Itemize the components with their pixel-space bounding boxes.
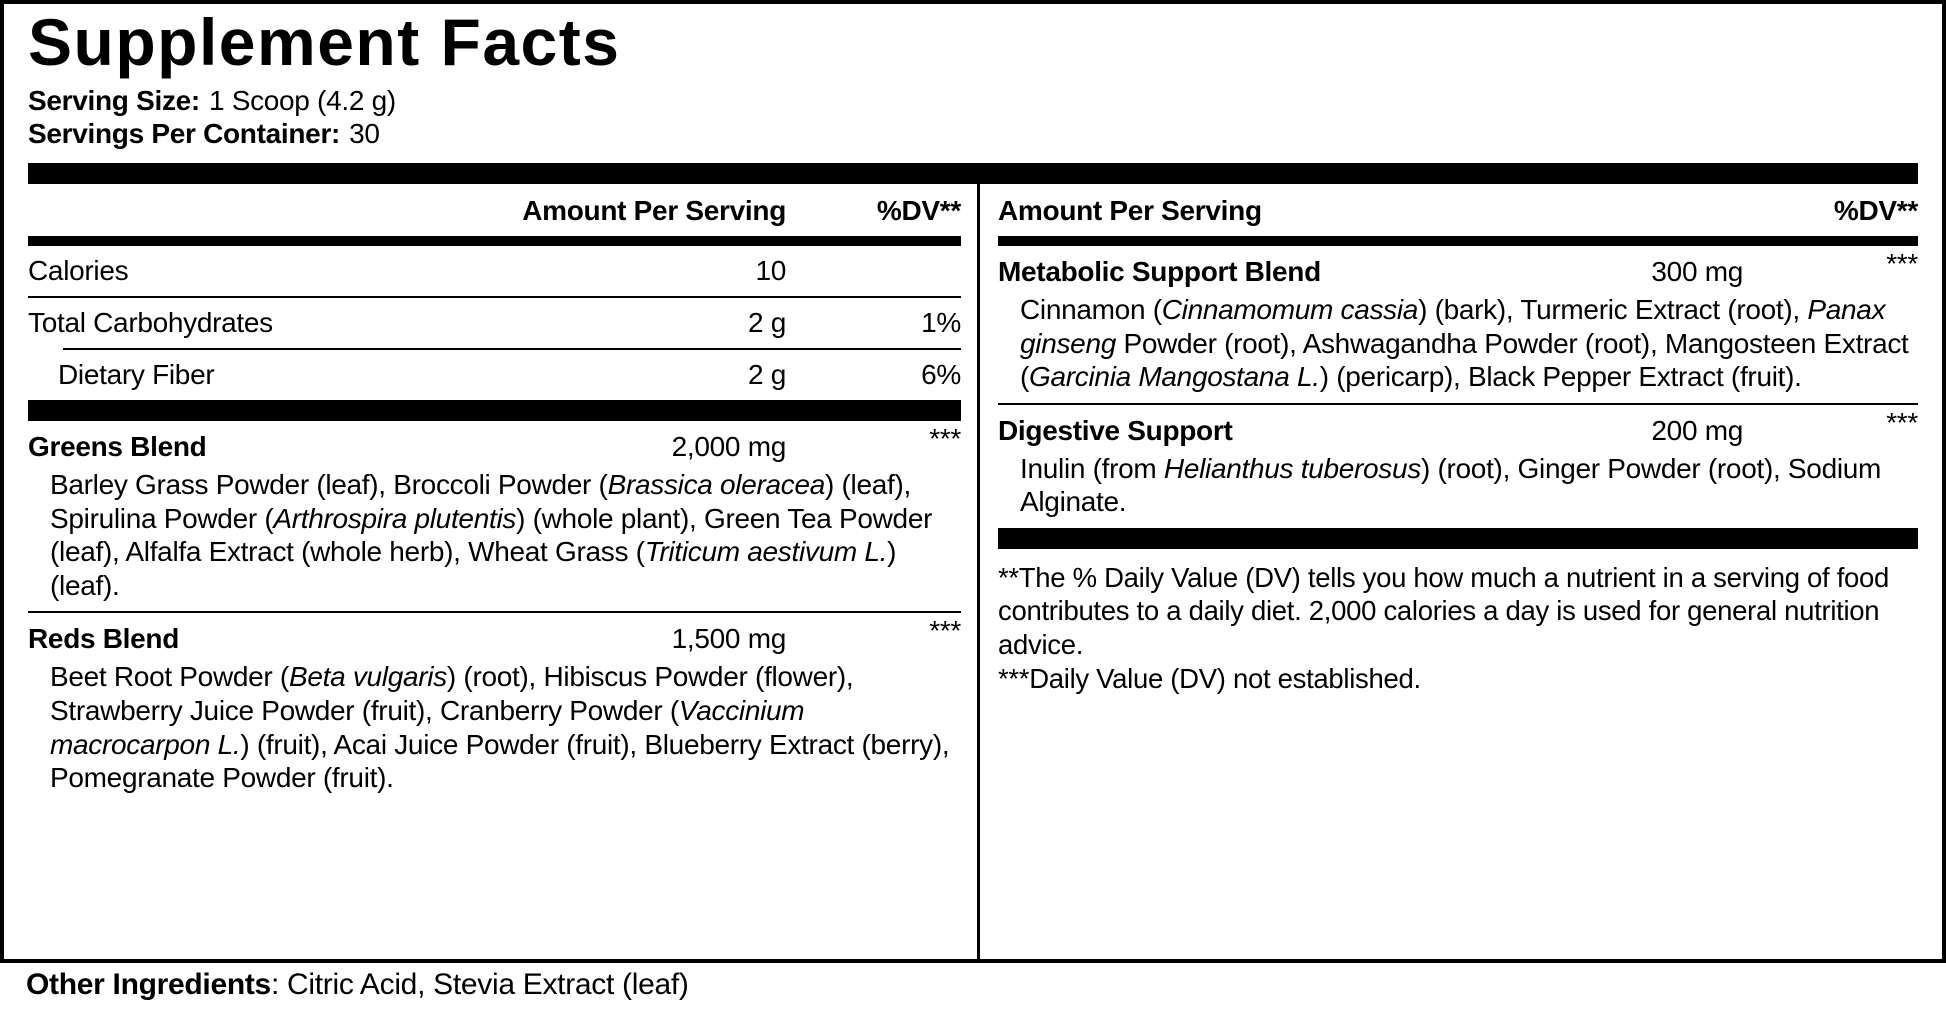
nutrient-row-dietary-fiber — [28, 350, 961, 400]
right-column-header — [998, 184, 1918, 236]
footnote-divider-bar — [998, 528, 1918, 549]
blend-name: Reds Blend — [28, 623, 180, 655]
blend-ingredients-greens: Barley Grass Powder (leaf), Broccoli Powder (Brassica oleracea) (leaf), Spirulina Powder (Arthrospira plutentis) (whole plant), Green Tea Powder (leaf), Alfalfa Extract (whole herb), Wheat Grass (Triticum aestivum L.) (leaf). — [50, 468, 933, 601]
nutrient-amount: 2 g — [747, 306, 786, 338]
blend-dv: *** — [1886, 247, 1918, 279]
nutrient-name: Calories — [28, 254, 129, 286]
blend-dv: *** — [929, 615, 961, 647]
blend-name: Greens Blend — [28, 430, 207, 462]
serving-info — [28, 84, 1918, 150]
nutrient-name: Dietary Fiber — [58, 358, 215, 390]
serving-size-line — [28, 84, 1918, 117]
nutrient-amount: 2 g — [747, 358, 786, 390]
blend-row-greens — [28, 421, 961, 466]
facts-columns — [28, 184, 1918, 959]
other-ingredients-value: : Citric Acid, Stevia Extract (leaf) — [270, 968, 689, 1001]
blend-dv: *** — [1886, 406, 1918, 438]
servings-per-container-value: 30 — [349, 117, 380, 149]
blend-ingredients-digestive-support: Inulin (from Helianthus tuberosus) (root), Ginger Powder (root), Sodium Alginate. — [1020, 452, 1882, 518]
blend-dv: *** — [929, 422, 961, 454]
footnotes — [998, 561, 1918, 695]
blend-row-metabolic-support — [998, 246, 1918, 291]
blend-row-reds — [28, 613, 961, 658]
blend-amount: 200 mg — [1651, 414, 1743, 446]
left-column — [28, 184, 977, 959]
servings-per-container-line — [28, 117, 1918, 150]
blend-row-digestive-support — [998, 405, 1918, 450]
left-header-dv: %DV** — [876, 194, 961, 226]
nutrient-name: Total Carbohydrates — [28, 306, 273, 338]
right-header-bar — [998, 236, 1918, 246]
blend-amount: 300 mg — [1651, 255, 1743, 287]
right-column — [977, 184, 1918, 959]
servings-per-container-label: Servings Per Container: — [28, 117, 341, 149]
serving-size-value: 1 Scoop (4.2 g) — [208, 84, 396, 116]
other-ingredients-label: Other Ingredients — [26, 968, 271, 1001]
panel-title: Supplement Facts — [28, 5, 621, 79]
serving-size-label: Serving Size: — [28, 84, 200, 116]
footnote-dv-not-established: ***Daily Value (DV) not established. — [998, 662, 1421, 694]
blend-amount: 1,500 mg — [671, 623, 786, 655]
footnote-daily-value: **The % Daily Value (DV) tells you how much a nutrient in a serving of food contributes to a daily diet. 2,000 calories a day is used for general nutrition advice. — [998, 561, 1890, 661]
right-header-amount: Amount Per Serving — [998, 194, 1262, 226]
nutrient-row-total-carbohydrates — [28, 298, 961, 348]
nutrient-amount: 10 — [755, 254, 786, 286]
nutrient-row-calories — [28, 246, 961, 296]
right-header-dv: %DV** — [1833, 194, 1918, 226]
left-header-amount: Amount Per Serving — [522, 194, 786, 226]
blend-ingredients-metabolic-support: Cinnamon (Cinnamomum cassia) (bark), Turmeric Extract (root), Panax ginseng Powder (root), Ashwagandha Powder (root), Mangosteen Extract (Garcinia Mangostana L.) (pericarp), Black Pepper Extract (fruit). — [1020, 293, 1909, 393]
nutrient-dv: 1% — [921, 306, 961, 338]
section-divider-bar — [28, 400, 961, 421]
blend-amount: 2,000 mg — [671, 430, 786, 462]
blend-name: Metabolic Support Blend — [998, 255, 1321, 287]
top-divider-bar — [28, 163, 1918, 184]
left-header-bar — [28, 236, 961, 246]
left-column-header — [28, 184, 961, 236]
nutrient-dv: 6% — [921, 358, 961, 390]
other-ingredients-line — [26, 968, 689, 1002]
blend-name: Digestive Support — [998, 414, 1233, 446]
blend-ingredients-reds: Beet Root Powder (Beta vulgaris) (root), Hibiscus Powder (flower), Strawberry Juice Powder (fruit), Cranberry Powder (Vaccinium macrocarpon L.) (fruit), Acai Juice Powder (fruit), Blueberry Extract (berry), Pomegranate Powder (fruit). — [50, 661, 950, 794]
